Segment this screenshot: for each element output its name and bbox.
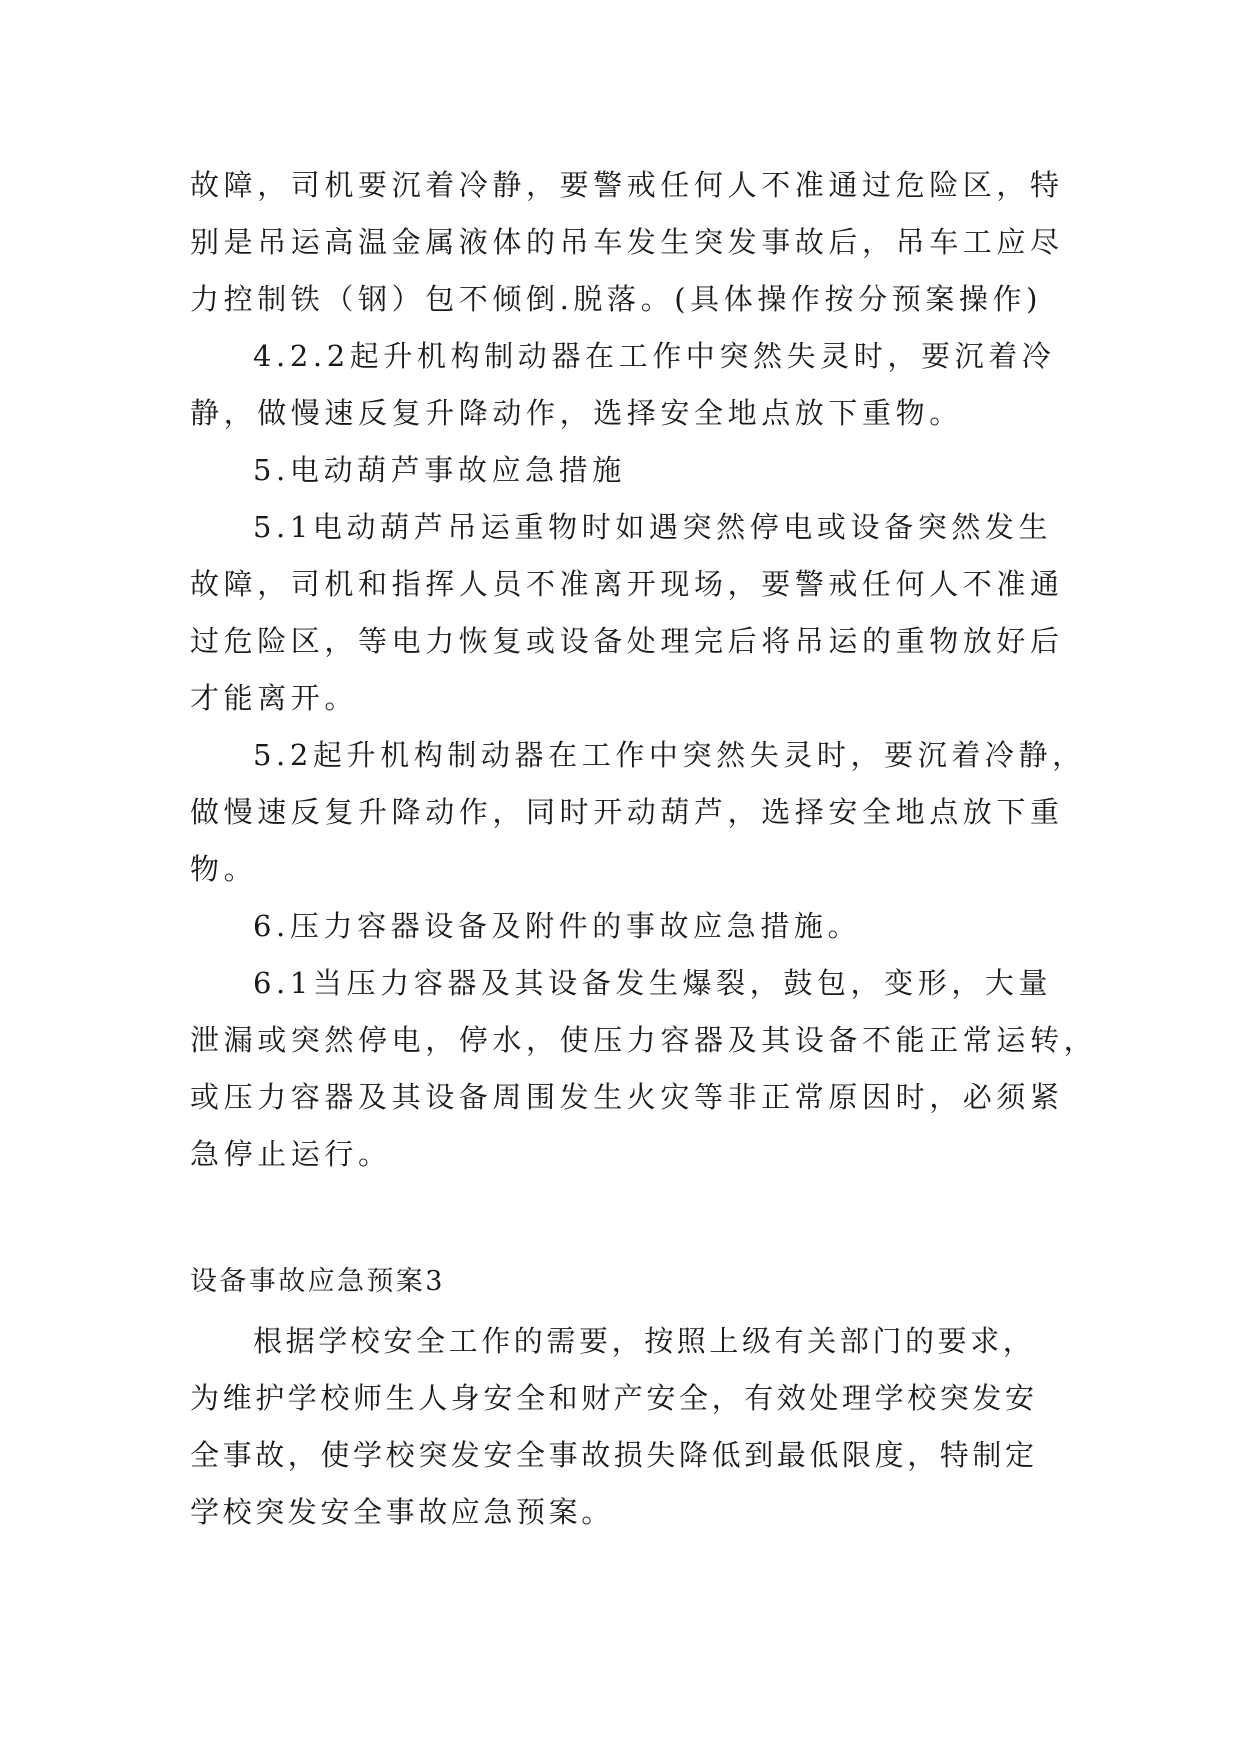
text-line: 才能离开。 (190, 681, 359, 715)
text-line: 为维护学校师生人身安全和财产安全，有效处理学校突发安 (190, 1381, 1038, 1415)
text-line: 5.1电动葫芦吊运重物时如遇突然停电或设备突然发生 (253, 510, 1053, 544)
section-title: 设备事故应急预案3 (190, 1266, 445, 1297)
text-line: 5.电动葫芦事故应急措施 (253, 453, 626, 487)
text-line: 全事故，使学校突发安全事故损失降低到最低限度，特制定 (190, 1438, 1038, 1472)
text-line: 物。 (190, 852, 258, 886)
text-line: 故障，司机要沉着冷静，要警戒任何人不准通过危险区，特 (190, 168, 1064, 202)
text-line: 根据学校安全工作的需要，按照上级有关部门的要求， (253, 1324, 1036, 1358)
text-line: 泄漏或突然停电，停水，使压力容器及其设备不能正常运转， (190, 1023, 1098, 1057)
text-line: 或压力容器及其设备周围发生火灾等非正常原因时，必须紧 (190, 1080, 1064, 1114)
text-line: 力控制铁（钢）包不倾倒.脱落。(具体操作按分预案操作) (190, 282, 1043, 316)
text-line: 4.2.2起升机构制动器在工作中突然失灵时，要沉着冷 (253, 339, 1056, 373)
text-line: 过危险区，等电力恢复或设备处理完后将吊运的重物放好后 (190, 624, 1064, 658)
text-line: 急停止运行。 (190, 1137, 392, 1171)
text-line: 5.2起升机构制动器在工作中突然失灵时，要沉着冷静， (253, 738, 1086, 772)
text-line: 学校突发安全事故应急预案。 (190, 1495, 614, 1529)
text-line: 6.1当压力容器及其设备发生爆裂，鼓包，变形，大量 (253, 966, 1053, 1000)
text-line: 别是吊运高温金属液体的吊车发生突发事故后，吊车工应尽 (190, 225, 1064, 259)
text-line: 故障，司机和指挥人员不准离开现场，要警戒任何人不准通 (190, 567, 1064, 601)
text-line: 做慢速反复升降动作，同时开动葫芦，选择安全地点放下重 (190, 795, 1064, 829)
text-line: 静，做慢速反复升降动作，选择安全地点放下重物。 (190, 396, 963, 430)
text-line: 6.压力容器设备及附件的事故应急措施。 (253, 909, 862, 943)
